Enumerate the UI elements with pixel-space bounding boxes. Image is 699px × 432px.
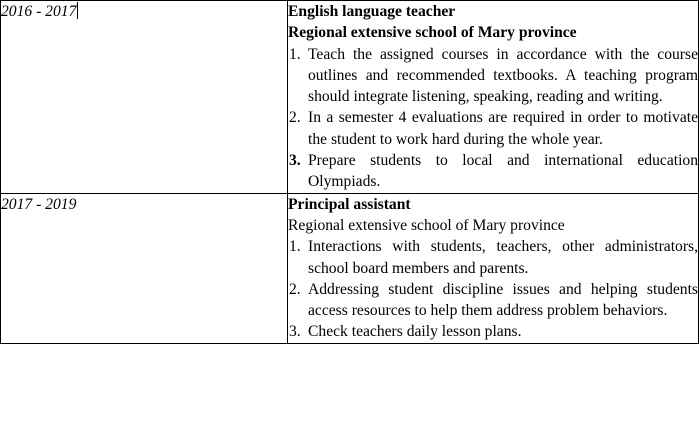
- text-cursor: [77, 2, 78, 19]
- school-name: Regional extensive school of Mary province: [288, 216, 565, 234]
- experience-row: [1, 193, 699, 343]
- list-item: [288, 279, 698, 322]
- period-text: 2016 - 2017: [1, 3, 77, 20]
- list-number: 2.: [289, 109, 301, 127]
- task-list: [288, 44, 698, 193]
- list-item: [288, 321, 698, 342]
- content-cell[interactable]: [288, 193, 699, 343]
- list-item-text: In a semester 4 evaluations are required in order to motivate the student to work hard during the whole year.: [308, 109, 698, 148]
- list-number: 1.: [289, 238, 301, 256]
- list-item-text: Check teachers daily lesson plans.: [308, 323, 522, 341]
- period-cell[interactable]: [1, 1, 288, 194]
- list-item-text: Interactions with students, teachers, other administrators, school board members and parents.: [308, 238, 698, 277]
- list-item-text: Teach the assigned courses in accordance with the course outlines and recommended textbooks. A teaching program should integrate listening, speaking, reading and writing.: [308, 45, 698, 106]
- list-item: [288, 44, 698, 108]
- list-item: [288, 150, 698, 193]
- school-name: Regional extensive school of Mary province: [288, 24, 577, 42]
- content-cell[interactable]: [288, 1, 699, 194]
- list-item: [288, 107, 698, 150]
- list-number: 2.: [289, 280, 301, 298]
- list-item-text: Prepare students to local and international education Olympiads.: [308, 152, 698, 191]
- list-item: [288, 236, 698, 279]
- period-text: 2017 - 2019: [1, 195, 77, 213]
- list-number: 1.: [289, 45, 301, 63]
- list-number: 3.: [289, 152, 301, 170]
- experience-row: [1, 1, 699, 194]
- list-item-text: Addressing student discipline issues and helping students access resources to help them address problem behaviors.: [308, 280, 698, 320]
- period-cell[interactable]: [1, 193, 288, 343]
- job-title: Principal assistant: [288, 195, 411, 213]
- job-title: English language teacher: [288, 3, 456, 20]
- list-number: 3.: [289, 323, 301, 341]
- task-list: [288, 236, 698, 342]
